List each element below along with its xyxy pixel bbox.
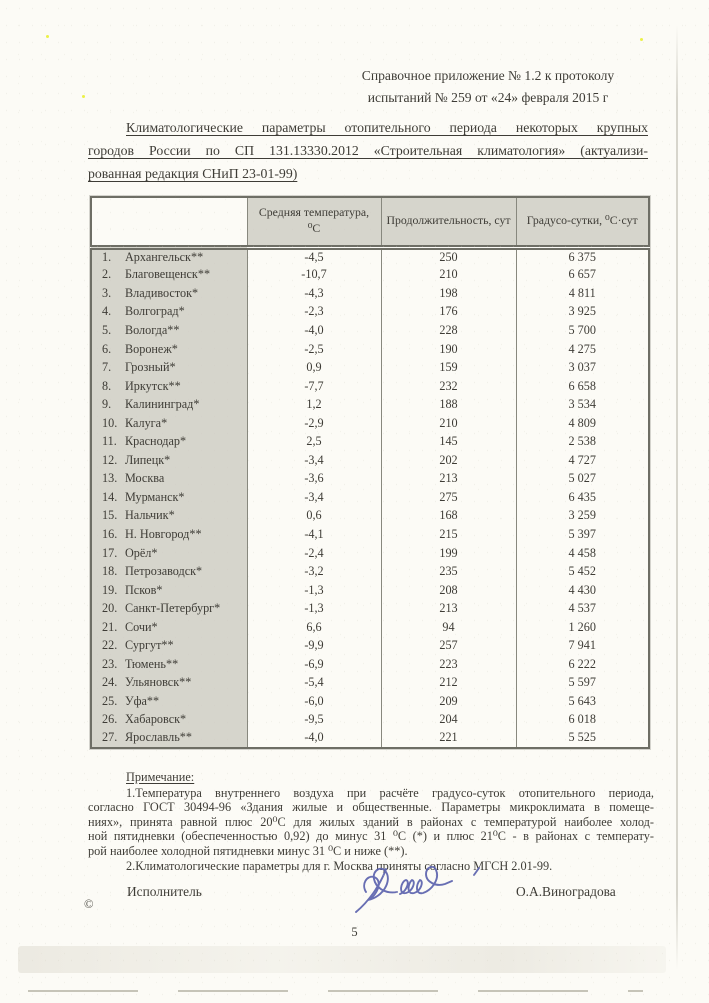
- table-row: [91, 451, 649, 470]
- duration-cell: 215: [381, 525, 516, 544]
- city-cell: [91, 544, 247, 563]
- avg-temperature-cell: -5,4: [247, 674, 381, 693]
- avg-temperature-cell: -4,3: [247, 284, 381, 303]
- city-name: Орёл*: [125, 545, 158, 560]
- avg-temperature-cell: -6,9: [247, 655, 381, 674]
- avg-temperature-cell: -3,4: [247, 488, 381, 507]
- duration-cell: 250: [381, 247, 516, 266]
- table-row: [91, 358, 649, 377]
- city-cell: [91, 414, 247, 433]
- city-name: Владивосток*: [125, 285, 199, 300]
- avg-temperature-cell: -9,9: [247, 636, 381, 655]
- table-row: [91, 544, 649, 563]
- duration-cell: 190: [381, 340, 516, 359]
- city-name: Калуга*: [125, 415, 168, 430]
- city-cell: [91, 618, 247, 637]
- note-item-1-line: 1.Температура внутреннего воздуха при расчёте градусо-суток отопительного периода,: [126, 785, 654, 800]
- avg-temperature-cell: -4,1: [247, 525, 381, 544]
- city-name: Москва: [125, 471, 165, 486]
- city-cell: [91, 729, 247, 748]
- degree-days-cell: 4 809: [516, 414, 649, 433]
- degree-days-cell: 5 525: [516, 729, 649, 748]
- avg-temperature-cell: -7,7: [247, 377, 381, 396]
- table-row: [91, 377, 649, 396]
- row-number: 7.: [102, 360, 112, 375]
- city-cell: [91, 451, 247, 470]
- page-number: 5: [351, 925, 358, 939]
- city-name: Иркутск**: [125, 378, 181, 393]
- avg-temperature-cell: -2,4: [247, 544, 381, 563]
- table-row: [91, 247, 649, 266]
- avg-temperature-cell: 0,6: [247, 507, 381, 526]
- climate-table: [90, 196, 650, 749]
- row-number: 12.: [102, 452, 118, 467]
- table-row: [91, 340, 649, 359]
- row-number: 9.: [102, 397, 112, 412]
- city-name: Псков*: [125, 582, 163, 597]
- city-name: Вологда**: [125, 322, 180, 337]
- city-name: Ярославль**: [125, 730, 192, 745]
- degree-days-cell: 5 397: [516, 525, 649, 544]
- table-header-row: [91, 197, 649, 247]
- degree-days-cell: 4 458: [516, 544, 649, 563]
- row-number: 13.: [102, 471, 118, 486]
- duration-cell: 213: [381, 470, 516, 489]
- avg-temperature-cell: 6,6: [247, 618, 381, 637]
- table-row: [91, 729, 649, 748]
- table-row: [91, 692, 649, 711]
- row-number: 23.: [102, 656, 118, 671]
- note-item-2: 2.Климатологические параметры для г. Москва приняты согласно МГСН 2.01-99.: [126, 858, 553, 873]
- degree-days-cell: 4 727: [516, 451, 649, 470]
- city-name: Мурманск*: [125, 489, 185, 504]
- degree-days-cell: 4 537: [516, 599, 649, 618]
- degree-days-cell: 4 275: [516, 340, 649, 359]
- duration-cell: 159: [381, 358, 516, 377]
- degree-days-cell: 5 027: [516, 470, 649, 489]
- duration-cell: 275: [381, 488, 516, 507]
- duration-cell: 235: [381, 562, 516, 581]
- duration-cell: 212: [381, 674, 516, 693]
- degree-days-cell: 6 435: [516, 488, 649, 507]
- city-name: Тюмень**: [125, 656, 179, 671]
- duration-cell: 198: [381, 284, 516, 303]
- degree-days-cell: 6 222: [516, 655, 649, 674]
- row-number: 6.: [102, 341, 112, 356]
- degree-days-cell: 6 658: [516, 377, 649, 396]
- notes-label: Примечание:: [126, 770, 195, 784]
- scan-shadow-band: [18, 946, 666, 973]
- degree-days-cell: 4 430: [516, 581, 649, 600]
- table-row: [91, 562, 649, 581]
- degree-days-cell: 5 597: [516, 674, 649, 693]
- avg-temperature-cell: 1,2: [247, 395, 381, 414]
- city-name: Уфа**: [125, 693, 160, 708]
- city-cell: [91, 340, 247, 359]
- avg-temperature-cell: -2,3: [247, 303, 381, 322]
- city-name: Нальчик*: [125, 508, 175, 523]
- climate-table-body: [91, 247, 649, 748]
- table-row: [91, 636, 649, 655]
- duration-cell: 145: [381, 432, 516, 451]
- city-cell: [91, 266, 247, 285]
- degree-days-cell: 6 018: [516, 711, 649, 730]
- city-cell: [91, 581, 247, 600]
- table-row: [91, 284, 649, 303]
- degree-days-cell: 4 811: [516, 284, 649, 303]
- avg-temperature-cell: -1,3: [247, 599, 381, 618]
- city-cell: [91, 321, 247, 340]
- table-row: [91, 581, 649, 600]
- city-cell: [91, 284, 247, 303]
- table-row: [91, 395, 649, 414]
- row-number: 5.: [102, 322, 112, 337]
- avg-temperature-cell: -4,0: [247, 729, 381, 748]
- duration-cell: 208: [381, 581, 516, 600]
- header-reference-line2: испытаний № 259 от «24» февраля 2015 г: [367, 90, 609, 105]
- city-name: Санкт-Петербург*: [125, 601, 221, 616]
- avg-temperature-cell: -3,4: [247, 451, 381, 470]
- avg-temperature-cell: 0,9: [247, 358, 381, 377]
- row-number: 14.: [102, 489, 118, 504]
- city-name: Сочи*: [125, 619, 158, 634]
- city-name: Грозный*: [125, 360, 176, 375]
- degree-days-cell: 5 643: [516, 692, 649, 711]
- degree-days-cell: 3 259: [516, 507, 649, 526]
- row-number: 22.: [102, 638, 118, 653]
- duration-cell: 221: [381, 729, 516, 748]
- duration-cell: 204: [381, 711, 516, 730]
- city-name: Н. Новгород**: [125, 526, 202, 541]
- executor-label: Исполнитель: [127, 884, 202, 899]
- table-row: [91, 414, 649, 433]
- city-name: Воронеж*: [125, 341, 178, 356]
- duration-cell: 228: [381, 321, 516, 340]
- duration-cell: 94: [381, 618, 516, 637]
- avg-temperature-cell: -1,3: [247, 581, 381, 600]
- scan-page-edge: [676, 25, 678, 970]
- avg-temperature-cell: 2,5: [247, 432, 381, 451]
- table-row: [91, 488, 649, 507]
- duration-cell: 202: [381, 451, 516, 470]
- duration-cell: 168: [381, 507, 516, 526]
- scan-speck: [640, 38, 643, 41]
- note-item-1-line: ниях», принята равной плюс 20⁰С для жилых зданий в районах с температурой наиболее холод-: [88, 814, 654, 829]
- header-cell-degree-days: Градусо-сутки, ⁰С·сут: [516, 197, 649, 247]
- row-number: 21.: [102, 619, 118, 634]
- degree-days-cell: 6 657: [516, 266, 649, 285]
- degree-days-cell: 7 941: [516, 636, 649, 655]
- city-name: Сургут**: [125, 638, 174, 653]
- row-number: 16.: [102, 526, 118, 541]
- table-row: [91, 674, 649, 693]
- row-number: 1.: [102, 250, 112, 265]
- row-number: 20.: [102, 601, 118, 616]
- table-row: [91, 618, 649, 637]
- note-item-1: [88, 786, 654, 859]
- row-number: 8.: [102, 378, 112, 393]
- city-cell: [91, 377, 247, 396]
- city-cell: [91, 711, 247, 730]
- row-number: 15.: [102, 508, 118, 523]
- city-cell: [91, 303, 247, 322]
- note-item-1-line: согласно ГОСТ 30494-96 «Здания жилые и общественные. Параметры микроклимата в помеще-: [88, 800, 654, 815]
- document-title-line: городов России по СП 131.13330.2012 «Строительная климатология» (актуализи-: [88, 143, 648, 158]
- header-reference: [332, 65, 644, 109]
- avg-temperature-cell: -4,5: [247, 247, 381, 266]
- table-row: [91, 507, 649, 526]
- city-cell: [91, 525, 247, 544]
- city-cell: [91, 692, 247, 711]
- row-number: 4.: [102, 304, 112, 319]
- city-name: Благовещенск**: [125, 267, 211, 282]
- duration-cell: 210: [381, 266, 516, 285]
- row-number: 19.: [102, 582, 118, 597]
- duration-cell: 257: [381, 636, 516, 655]
- signature-image: [350, 852, 512, 918]
- row-number: 24.: [102, 675, 118, 690]
- table-row: [91, 525, 649, 544]
- avg-temperature-cell: -10,7: [247, 266, 381, 285]
- duration-cell: 199: [381, 544, 516, 563]
- degree-days-cell: 1 260: [516, 618, 649, 637]
- city-cell: [91, 636, 247, 655]
- city-cell: [91, 395, 247, 414]
- document-title-line: Климатологические параметры отопительного периода некоторых крупных: [126, 120, 648, 135]
- note-item-1-line: ной пятидневки (обеспеченностью 0,92) до минус 31 ⁰С (*) и плюс 21⁰С - в районах с температу-: [88, 829, 654, 844]
- city-cell: [91, 599, 247, 618]
- city-cell: [91, 562, 247, 581]
- avg-temperature-cell: -2,9: [247, 414, 381, 433]
- city-cell: [91, 488, 247, 507]
- degree-days-cell: 5 700: [516, 321, 649, 340]
- avg-temperature-cell: -4,0: [247, 321, 381, 340]
- avg-temperature-cell: -3,2: [247, 562, 381, 581]
- degree-days-cell: 3 925: [516, 303, 649, 322]
- city-name: Калининград*: [125, 397, 200, 412]
- duration-cell: 210: [381, 414, 516, 433]
- scan-edge-line: [28, 990, 643, 992]
- degree-days-cell: 3 534: [516, 395, 649, 414]
- row-number: 27.: [102, 730, 118, 745]
- row-number: 10.: [102, 415, 118, 430]
- row-number: 25.: [102, 693, 118, 708]
- avg-temperature-cell: -2,5: [247, 340, 381, 359]
- scan-speck: [82, 95, 85, 98]
- row-number: 3.: [102, 285, 112, 300]
- row-number: 17.: [102, 545, 118, 560]
- degree-days-cell: 2 538: [516, 432, 649, 451]
- table-row: [91, 432, 649, 451]
- copyright-mark: ©: [84, 897, 94, 911]
- duration-cell: 213: [381, 599, 516, 618]
- row-number: 18.: [102, 564, 118, 579]
- city-name: Краснодар*: [125, 434, 187, 449]
- city-name: Хабаровск*: [125, 712, 187, 727]
- header-cell-avg-temperature: Средняя температура, ⁰С: [247, 197, 381, 247]
- header-cell-city: [91, 197, 247, 247]
- header-cell-duration: Продолжительность, сут: [381, 197, 516, 247]
- avg-temperature-cell: -3,6: [247, 470, 381, 489]
- city-name: Волгоград*: [125, 304, 185, 319]
- city-cell: [91, 247, 247, 266]
- duration-cell: 232: [381, 377, 516, 396]
- duration-cell: 188: [381, 395, 516, 414]
- city-name: Ульяновск**: [125, 675, 192, 690]
- table-row: [91, 599, 649, 618]
- degree-days-cell: 5 452: [516, 562, 649, 581]
- city-cell: [91, 674, 247, 693]
- header-reference-line1: Справочное приложение № 1.2 к протоколу: [361, 68, 615, 83]
- table-row: [91, 266, 649, 285]
- row-number: 26.: [102, 712, 118, 727]
- city-cell: [91, 655, 247, 674]
- city-cell: [91, 432, 247, 451]
- degree-days-cell: 6 375: [516, 247, 649, 266]
- table-row: [91, 711, 649, 730]
- table-row: [91, 470, 649, 489]
- document-title: [88, 116, 648, 185]
- document-title-line: рованная редакция СНиП 23-01-99): [88, 166, 298, 181]
- city-name: Архангельск**: [125, 250, 204, 265]
- table-row: [91, 321, 649, 340]
- scan-speck: [46, 35, 49, 38]
- city-cell: [91, 358, 247, 377]
- city-cell: [91, 507, 247, 526]
- note-item-1-line: рой наиболее холодной пятидневки минус 31 ⁰С и ниже (**).: [88, 843, 408, 858]
- avg-temperature-cell: -6,0: [247, 692, 381, 711]
- city-name: Липецк*: [125, 452, 171, 467]
- city-cell: [91, 470, 247, 489]
- table-row: [91, 655, 649, 674]
- avg-temperature-cell: -9,5: [247, 711, 381, 730]
- duration-cell: 223: [381, 655, 516, 674]
- row-number: 2.: [102, 267, 112, 282]
- duration-cell: 176: [381, 303, 516, 322]
- row-number: 11.: [102, 434, 117, 449]
- city-name: Петрозаводск*: [125, 564, 203, 579]
- duration-cell: 209: [381, 692, 516, 711]
- signatory-name: О.А.Виноградова: [516, 884, 616, 899]
- degree-days-cell: 3 037: [516, 358, 649, 377]
- table-row: [91, 303, 649, 322]
